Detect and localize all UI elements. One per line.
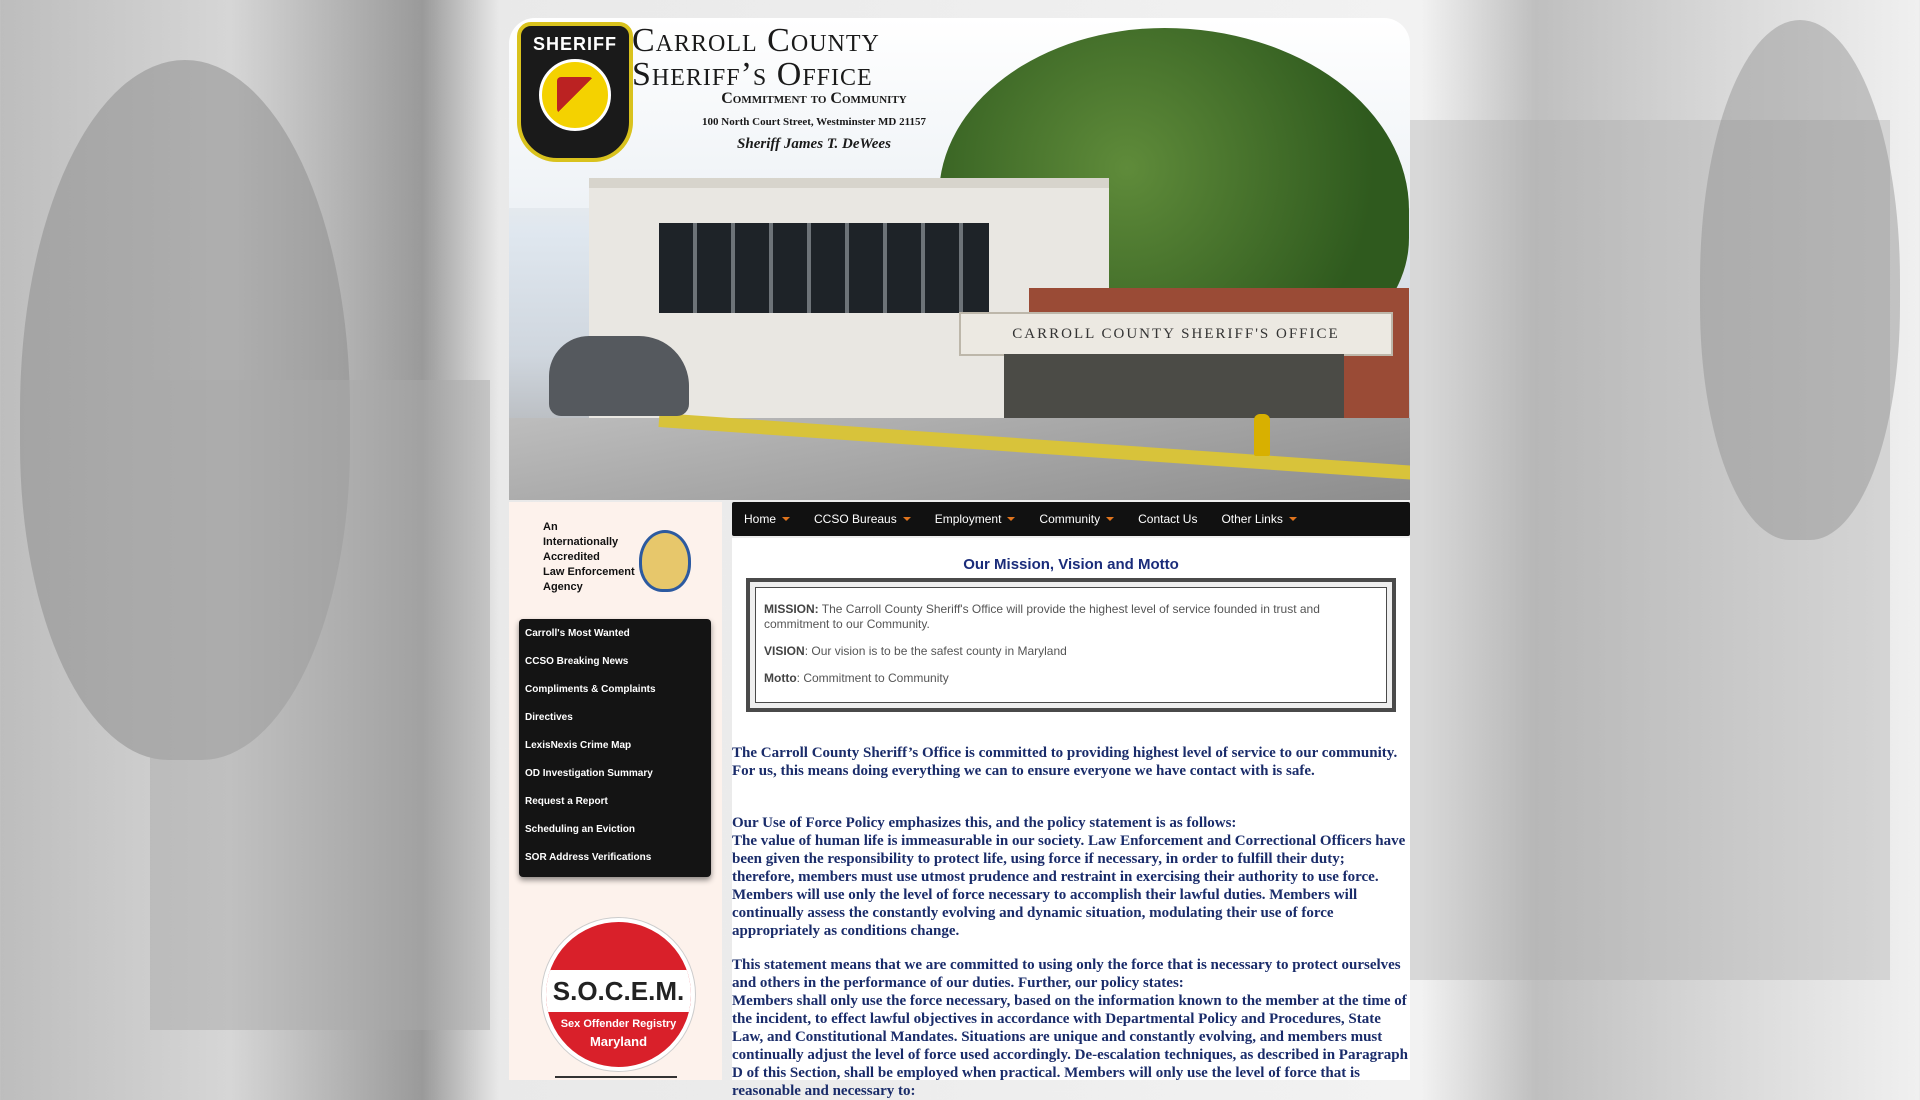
nav-community[interactable]: Community: [1039, 512, 1114, 526]
background-house-left: [150, 380, 490, 1030]
main-content: [732, 538, 1410, 1099]
paragraph-use-of-force: Our Use of Force Policy emphasizes this, and the policy statement is as follows: The value of human life is immeasurable in our society. Law Enforcement and Correctional Officers have been given the responsibility to protect life, using force if necessary, in order to fulfill their duty; therefore, members must use utmost prudence and restraint in exercising their authority to use force. Members will use only the level of force necessary to accomplish their lawful duties. Members will continually assess the constantly evolving and dynamic situation, modulating their use of force appropriately as conditions change.: [732, 815, 1406, 939]
badge-seal-icon: [539, 59, 611, 131]
section-title: Our Mission, Vision and Motto: [963, 556, 1179, 573]
nav-contact-us[interactable]: Contact Us: [1138, 512, 1198, 526]
banner-commitment: Commitment to Community: [721, 90, 907, 107]
mission-box: [746, 578, 1396, 712]
site-title-line1: Carroll County: [632, 22, 880, 59]
quick-links-menu: [519, 619, 711, 877]
link-request-report[interactable]: Request a Report: [525, 796, 608, 807]
main-nav: [732, 502, 1410, 536]
calea-seal-icon: [639, 530, 691, 592]
badge-label: SHERIFF: [532, 34, 617, 54]
caret-down-icon: [782, 517, 790, 521]
socem-state: Maryland: [589, 1034, 648, 1049]
socem-label: Sex Offender Registry: [560, 1018, 677, 1030]
paragraph-policy: This statement means that we are committed to using only the force that is necessary to protect ourselves and others in the performance of our duties. Further, our policy states: Members shall only use the force necessary, based on the information known to the member at the time of the incident, to effect lawful objectives in accordance with Departmental Policy and Procedures, State Law, and Constitutional Mandates. Situations are unique and constantly evolving, and members must continually adjust the level of force used accordingly. De-escalation techniques, as described in Paragraph D of this Section, shall be employed when practical. Members will only use the level of force that is reasonable and necessary to:: [732, 957, 1408, 1099]
socem-registry-logo[interactable]: [542, 918, 695, 1071]
left-sidebar: [509, 502, 722, 1080]
site-container: [509, 18, 1410, 1099]
site-title: [632, 18, 992, 92]
accreditation-badge[interactable]: [543, 520, 693, 600]
link-od-investigation[interactable]: OD Investigation Summary: [525, 768, 653, 779]
vision-statement: VISION: Our vision is to be the safest county in Maryland: [764, 644, 1067, 658]
sidebar-divider: [555, 1076, 677, 1078]
link-compliments[interactable]: Compliments & Complaints: [525, 684, 656, 695]
building-entrance: [1004, 354, 1344, 424]
caret-down-icon: [1106, 517, 1114, 521]
background-tree-right: [1700, 20, 1900, 540]
nav-employment[interactable]: Employment: [935, 512, 1016, 526]
socem-acronym: S.O.C.E.M.: [552, 975, 685, 1006]
building-sign: CARROLL COUNTY SHERIFF'S OFFICE: [959, 312, 1393, 356]
mission-statement: MISSION: The Carroll County Sheriff's Office will provide the highest level of service founded in trust and commitment to our Community.: [764, 602, 1320, 631]
link-scheduling-eviction[interactable]: Scheduling an Eviction: [525, 824, 636, 835]
caret-down-icon: [1289, 517, 1297, 521]
nav-ccso-bureaus[interactable]: CCSO Bureaus: [814, 512, 911, 526]
sheriff-badge-logo: [517, 22, 633, 162]
nav-home[interactable]: Home: [744, 512, 790, 526]
caret-down-icon: [903, 517, 911, 521]
socem-band: [546, 970, 691, 1012]
link-sor-verifications[interactable]: SOR Address Verifications: [525, 852, 652, 863]
banner-address: 100 North Court Street, Westminster MD 21157: [702, 116, 926, 128]
banner-windows: [659, 223, 989, 313]
header-banner: [509, 18, 1410, 500]
link-crime-map[interactable]: LexisNexis Crime Map: [525, 740, 632, 751]
site-title-line2: Sheriff’s Office: [632, 56, 873, 93]
banner-car: [549, 336, 689, 416]
accreditation-text: An Internationally Accredited Law Enforcement Agency: [543, 521, 635, 593]
link-most-wanted[interactable]: Carroll's Most Wanted: [525, 628, 630, 639]
banner-sheriff-name: Sheriff James T. DeWees: [737, 136, 891, 152]
link-directives[interactable]: Directives: [525, 712, 573, 723]
nav-other-links[interactable]: Other Links: [1221, 512, 1296, 526]
caret-down-icon: [1007, 517, 1015, 521]
motto-statement: Motto: Commitment to Community: [764, 671, 949, 685]
fire-hydrant: [1254, 414, 1270, 456]
link-breaking-news[interactable]: CCSO Breaking News: [525, 656, 629, 667]
paragraph-commitment: The Carroll County Sheriff’s Office is committed to providing highest level of service to our community. For us, this means doing everything we can to ensure everyone we have contact with is safe.: [732, 745, 1398, 779]
